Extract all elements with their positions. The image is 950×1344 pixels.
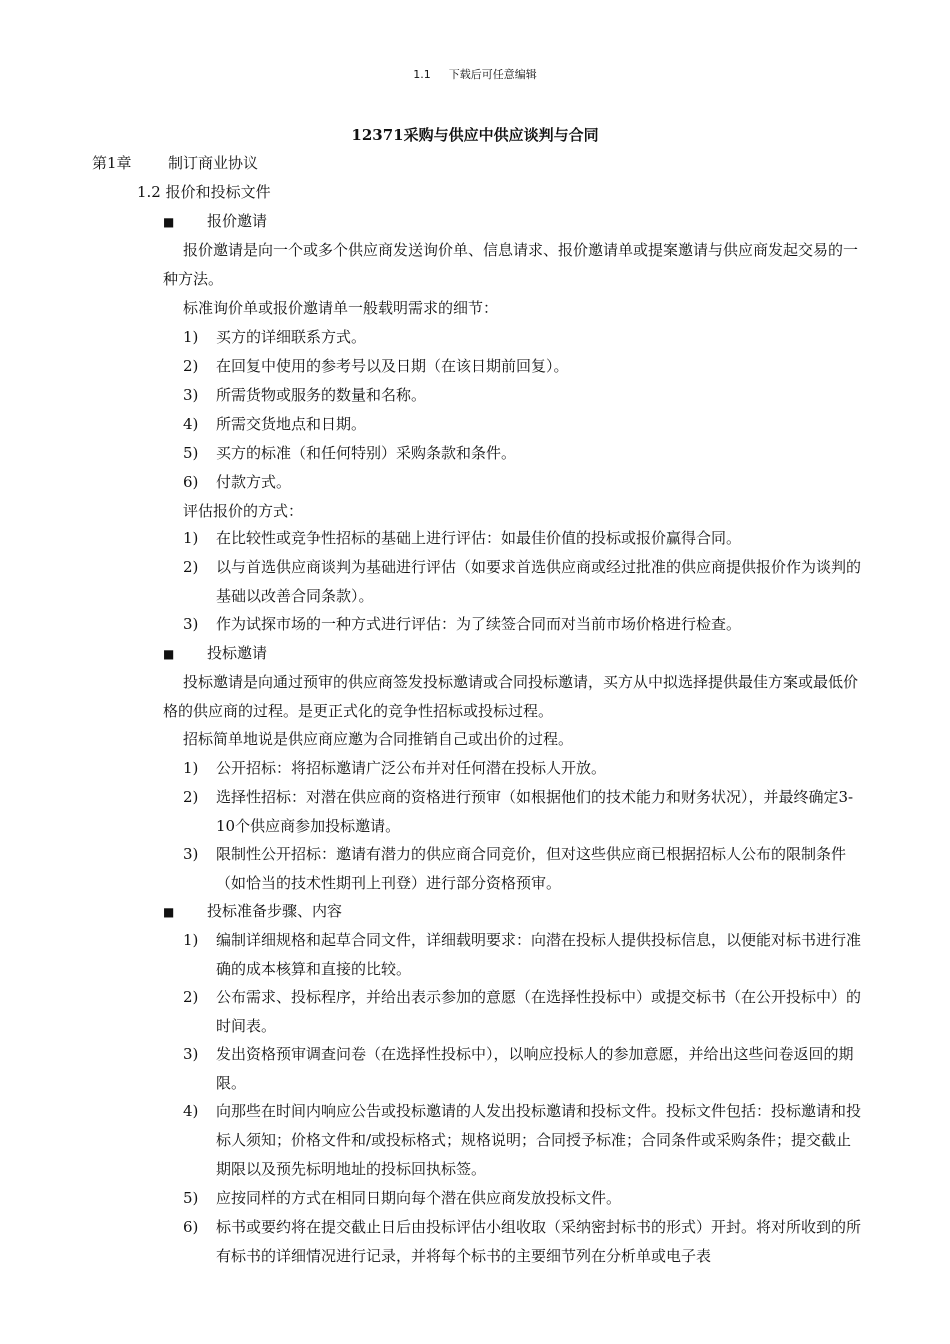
- bullet-heading-label: 投标准备步骤、内容: [207, 902, 343, 920]
- list-text: 所需交货地点和日期。: [216, 415, 367, 433]
- page-header: [0, 66, 950, 82]
- paragraph: 报价邀请是向一个或多个供应商发送询价单、信息请求、报价邀请单或提案邀请与供应商发起交易的一种方法。: [163, 241, 859, 288]
- bullet-heading-quotation: [163, 207, 267, 237]
- list-item: [183, 1040, 863, 1098]
- list-text: 买方的标准（和任何特别）采购条款和条件。: [216, 444, 517, 462]
- list-item: [183, 754, 863, 783]
- list-text: 限制性公开招标：邀请有潜力的供应商合同竞价，但对这些供应商已根据招标人公布的限制条件（如恰当的技术性期刊上刊登）进行部分资格预审。: [216, 845, 847, 892]
- list-text: 公布需求、投标程序，并给出表示参加的意愿（在选择性投标中）或提交标书（在公开投标中）的时间表。: [216, 988, 862, 1035]
- bullet-heading-label: 投标邀请: [207, 644, 268, 662]
- list-number: 6): [183, 1218, 199, 1236]
- bullet-heading-tender: [163, 639, 267, 669]
- bullet-heading-label: 报价邀请: [207, 212, 268, 230]
- document-title: 12371采购与供应中供应谈判与合同: [351, 126, 599, 144]
- list-text: 买方的详细联系方式。: [216, 328, 367, 346]
- list-number: 2): [183, 988, 199, 1006]
- list-item: [183, 323, 863, 352]
- list-item: [183, 926, 863, 984]
- bullet-square-icon: ■: [163, 215, 175, 229]
- list-item: [183, 1213, 863, 1271]
- list-number: 4): [183, 415, 199, 433]
- list-text: 选择性招标：对潜在供应商的资格进行预审（如根据他们的技术能力和财务状况），并最终确定3-10个供应商参加投标邀请。: [216, 788, 854, 835]
- chapter-heading: [92, 149, 258, 178]
- list-number: 3): [183, 845, 199, 863]
- list-text: 编制详细规格和起草合同文件，详细载明要求：向潜在投标人提供投标信息，以便能对标书进行准确的成本核算和直接的比较。: [216, 931, 862, 978]
- list-text: 所需货物或服务的数量和名称。: [216, 386, 427, 404]
- list-number: 2): [183, 357, 199, 375]
- list-text: 应按同样的方式在相同日期向每个潜在供应商发放投标文件。: [216, 1189, 622, 1207]
- paragraph: 投标邀请是向通过预审的供应商签发投标邀请或合同投标邀请，买方从中拟选择提供最佳方案或最低价格的供应商的过程。是更正式化的竞争性招标或投标过程。: [163, 673, 859, 720]
- list-text: 发出资格预审调查问卷（在选择性投标中），以响应投标人的参加意愿，并给出这些问卷返回的期限。: [216, 1045, 854, 1092]
- list-number: 1): [183, 931, 199, 949]
- list-number: 2): [183, 558, 199, 576]
- list-text: 在比较性或竞争性招标的基础上进行评估：如最佳价值的投标或报价赢得合同。: [216, 529, 742, 547]
- paragraph: 标准询价单或报价邀请单一般载明需求的细节：: [183, 299, 499, 317]
- list-number: 3): [183, 1045, 199, 1063]
- list-number: 1): [183, 328, 199, 346]
- list-item: [183, 1184, 863, 1213]
- list-item: [183, 468, 863, 497]
- chapter-title: 制订商业协议: [168, 154, 259, 172]
- section-heading: 1.2 报价和投标文件: [137, 183, 271, 201]
- header-number: 1.1: [413, 68, 431, 81]
- list-text: 在回复中使用的参考号以及日期（在该日期前回复）。: [216, 357, 569, 375]
- list-text: 公开招标：将招标邀请广泛公布并对任何潜在投标人开放。: [216, 759, 607, 777]
- list-text: 标书或要约将在提交截止日后由投标评估小组收取（采纳密封标书的形式）开封。将对所收到的所有标书的详细情况进行记录，并将每个标书的主要细节列在分析单或电子表: [216, 1218, 862, 1265]
- bullet-square-icon: ■: [163, 647, 175, 661]
- list-item: [183, 524, 863, 553]
- list-number: 3): [183, 615, 199, 633]
- paragraph: 评估报价的方式：: [183, 502, 304, 520]
- bullet-square-icon: ■: [163, 905, 175, 919]
- list-number: 2): [183, 788, 199, 806]
- chapter-number: 第1章: [92, 154, 132, 172]
- list-text: 向那些在时间内响应公告或投标邀请的人发出投标邀请和投标文件。投标文件包括：投标邀请和投标人须知；价格文件和/或投标格式；规格说明；合同授予标准；合同条件或采购条件；提交截止期限以及预先标明地址的投标回执标签。: [216, 1102, 862, 1178]
- list-item: [183, 352, 863, 381]
- list-item: [183, 553, 863, 611]
- list-number: 3): [183, 386, 199, 404]
- list-number: 1): [183, 529, 199, 547]
- list-number: 4): [183, 1102, 199, 1120]
- list-item: [183, 840, 863, 898]
- list-number: 1): [183, 759, 199, 777]
- list-number: 6): [183, 473, 199, 491]
- list-item: [183, 783, 863, 841]
- list-text: 付款方式。: [216, 473, 292, 491]
- list-text: 作为试探市场的一种方式进行评估：为了续签合同而对当前市场价格进行检查。: [216, 615, 742, 633]
- list-text: 以与首选供应商谈判为基础进行评估（如要求首选供应商或经过批准的供应商提供报价作为谈判的基础以改善合同条款）。: [216, 558, 862, 605]
- list-item: [183, 610, 863, 639]
- list-item: [183, 439, 863, 468]
- paragraph: 招标简单地说是供应商应邀为合同推销自己或出价的过程。: [183, 730, 574, 748]
- list-number: 5): [183, 1189, 199, 1207]
- list-item: [183, 1097, 863, 1184]
- list-item: [183, 410, 863, 439]
- list-number: 5): [183, 444, 199, 462]
- list-item: [183, 983, 863, 1041]
- list-item: [183, 381, 863, 410]
- header-text: 下载后可任意编辑: [448, 68, 537, 81]
- bullet-heading-steps: [163, 897, 342, 927]
